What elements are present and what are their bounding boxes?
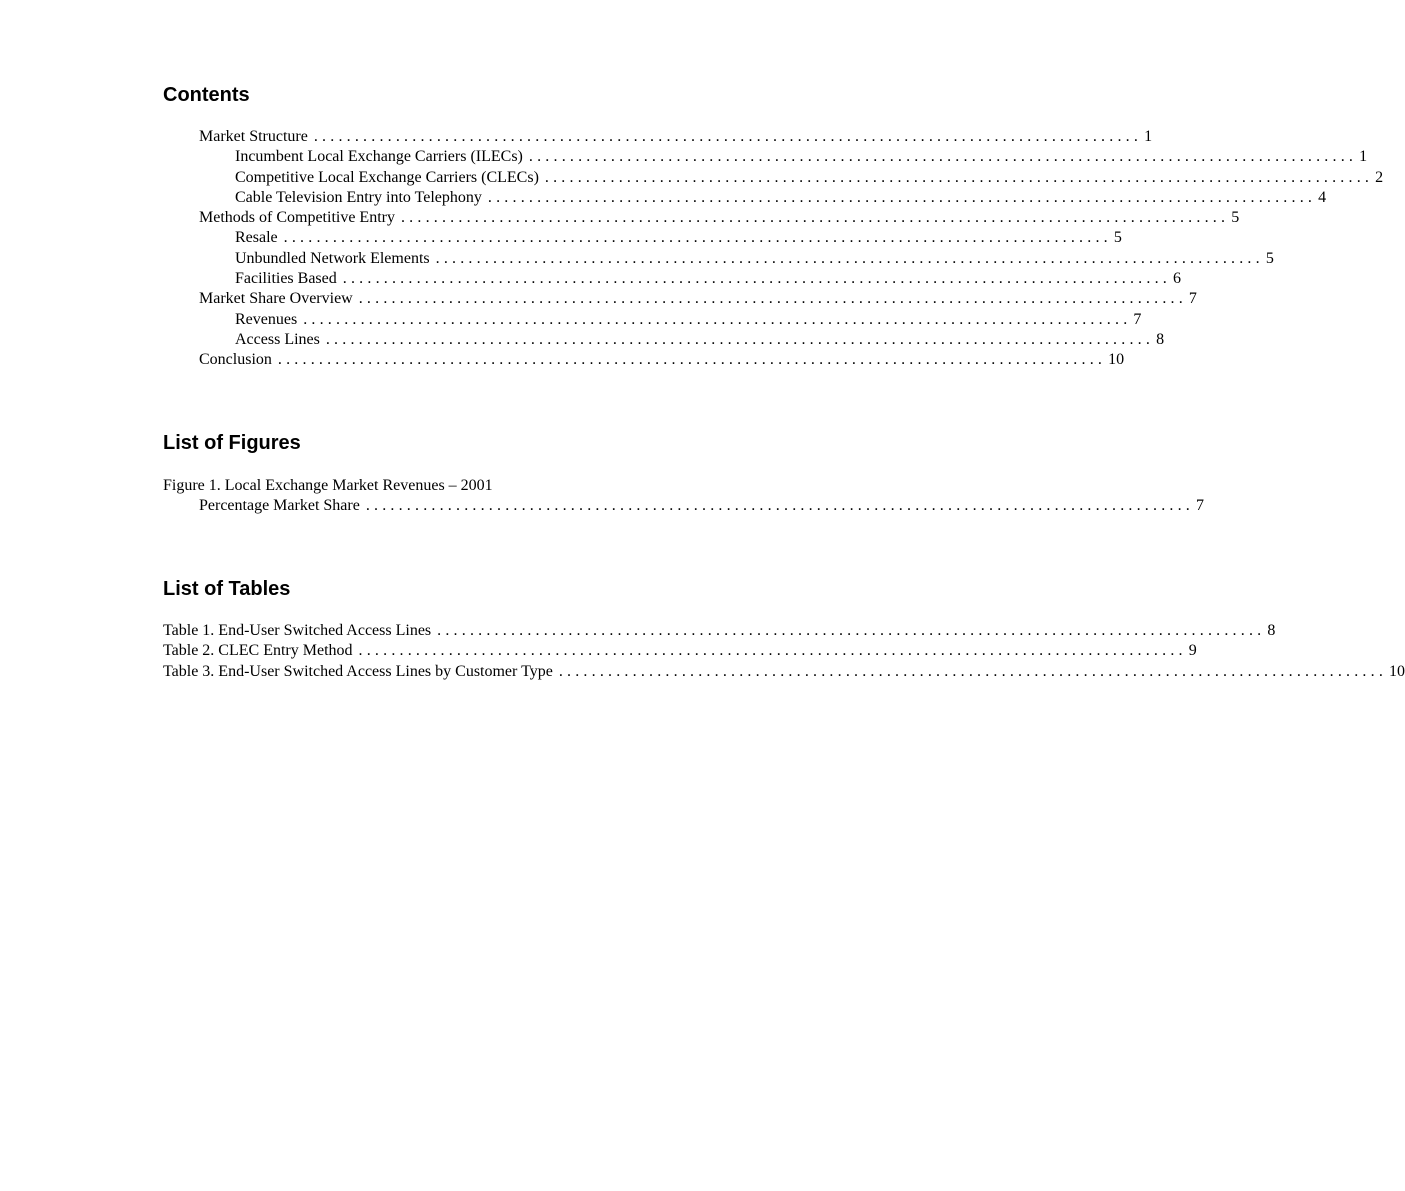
- dot-leader: .....................................................................................................: [528, 148, 1358, 166]
- toc-entry-label: Competitive Local Exchange Carriers (CLECs): [235, 168, 539, 186]
- dot-leader: .....................................................................................................: [342, 270, 1171, 288]
- toc-entry-resale[interactable]: [163, 228, 1122, 248]
- tables-heading: List of Tables: [163, 578, 291, 600]
- table-entry-3[interactable]: [163, 662, 1405, 682]
- toc-entry-page: 10: [1108, 351, 1125, 369]
- dot-leader: .....................................................................................................: [558, 662, 1388, 680]
- toc-entry-clecs[interactable]: [163, 168, 1384, 188]
- table-entry-page: 9: [1188, 642, 1197, 660]
- table-entry-1[interactable]: [163, 621, 1276, 641]
- toc-entry-methods[interactable]: [163, 208, 1240, 228]
- dot-leader: .....................................................................................................: [358, 290, 1187, 308]
- dot-leader: .....................................................................................................: [358, 642, 1187, 660]
- toc-entry-page: 7: [1133, 310, 1142, 328]
- dot-leader: .....................................................................................................: [487, 188, 1317, 206]
- toc-entry-label: Facilities Based: [235, 270, 337, 288]
- dot-leader: .....................................................................................................: [544, 168, 1374, 186]
- table-entry-label: Table 3. End-User Switched Access Lines by Customer Type: [163, 662, 553, 680]
- dot-leader: .....................................................................................................: [313, 128, 1143, 145]
- toc-entry-page: 4: [1318, 188, 1327, 206]
- toc-entry-page: 5: [1231, 209, 1240, 227]
- figure-entry-label: Percentage Market Share: [199, 497, 360, 515]
- toc-entry-market-share[interactable]: [163, 289, 1197, 309]
- table-entry-page: 8: [1267, 622, 1276, 639]
- toc-entry-access-lines[interactable]: [163, 330, 1165, 350]
- toc-entry-conclusion[interactable]: [163, 350, 1125, 370]
- dot-leader: .....................................................................................................: [437, 622, 1266, 639]
- toc-entry-label: Unbundled Network Elements: [235, 249, 430, 267]
- toc-entry-page: 8: [1156, 330, 1165, 348]
- toc-entry-label: Incumbent Local Exchange Carriers (ILECs): [235, 148, 523, 166]
- toc-entry-label: Market Structure: [199, 128, 308, 145]
- figures-list: [163, 476, 1205, 517]
- toc-entry-label: Conclusion: [199, 351, 272, 369]
- toc-entry-page: 1: [1359, 148, 1368, 166]
- toc-entry-ilecs[interactable]: [163, 147, 1368, 167]
- table-entry-2[interactable]: [163, 641, 1197, 661]
- dot-leader: .....................................................................................................: [325, 330, 1155, 348]
- toc-entry-page: 5: [1265, 249, 1274, 267]
- toc-entry-revenues[interactable]: [163, 310, 1142, 330]
- toc-entry-facilities[interactable]: [163, 269, 1181, 289]
- toc-entry-page: 6: [1172, 270, 1181, 288]
- dot-leader: .....................................................................................................: [277, 351, 1107, 369]
- toc-entry-page: 7: [1188, 290, 1197, 308]
- dot-leader: .....................................................................................................: [435, 249, 1264, 267]
- toc-entry-page: 1: [1144, 128, 1153, 145]
- dot-leader: .....................................................................................................: [400, 209, 1230, 227]
- figure-entry-page: 7: [1196, 497, 1205, 515]
- toc-entry-label: Access Lines: [235, 330, 320, 348]
- tables-list: [163, 621, 1405, 682]
- toc-entry-label: Resale: [235, 229, 278, 247]
- toc-entry-label: Cable Television Entry into Telephony: [235, 188, 482, 206]
- toc-entry-label: Revenues: [235, 310, 298, 328]
- dot-leader: .....................................................................................................: [283, 229, 1112, 247]
- table-entry-page: 10: [1389, 662, 1405, 680]
- toc-entry-cable-tv[interactable]: [163, 188, 1327, 208]
- figure-1-caption: Figure 1. Local Exchange Market Revenues – 2001: [163, 477, 493, 494]
- figure-entry-1[interactable]: [163, 496, 1205, 516]
- toc-entry-market-structure[interactable]: [163, 127, 1153, 147]
- dot-leader: .....................................................................................................: [303, 310, 1132, 328]
- table-entry-label: Table 2. CLEC Entry Method: [163, 642, 353, 660]
- toc-entry-unbundled[interactable]: [163, 249, 1274, 269]
- table-entry-label: Table 1. End-User Switched Access Lines: [163, 622, 432, 639]
- contents-list: [163, 127, 1384, 371]
- toc-entry-label: Methods of Competitive Entry: [199, 209, 395, 227]
- dot-leader: .....................................................................................................: [365, 497, 1195, 515]
- toc-entry-page: 5: [1113, 229, 1122, 247]
- toc-entry-label: Market Share Overview: [199, 290, 353, 308]
- toc-entry-page: 2: [1375, 168, 1384, 186]
- figures-heading: List of Figures: [163, 432, 301, 454]
- contents-heading: Contents: [163, 84, 250, 106]
